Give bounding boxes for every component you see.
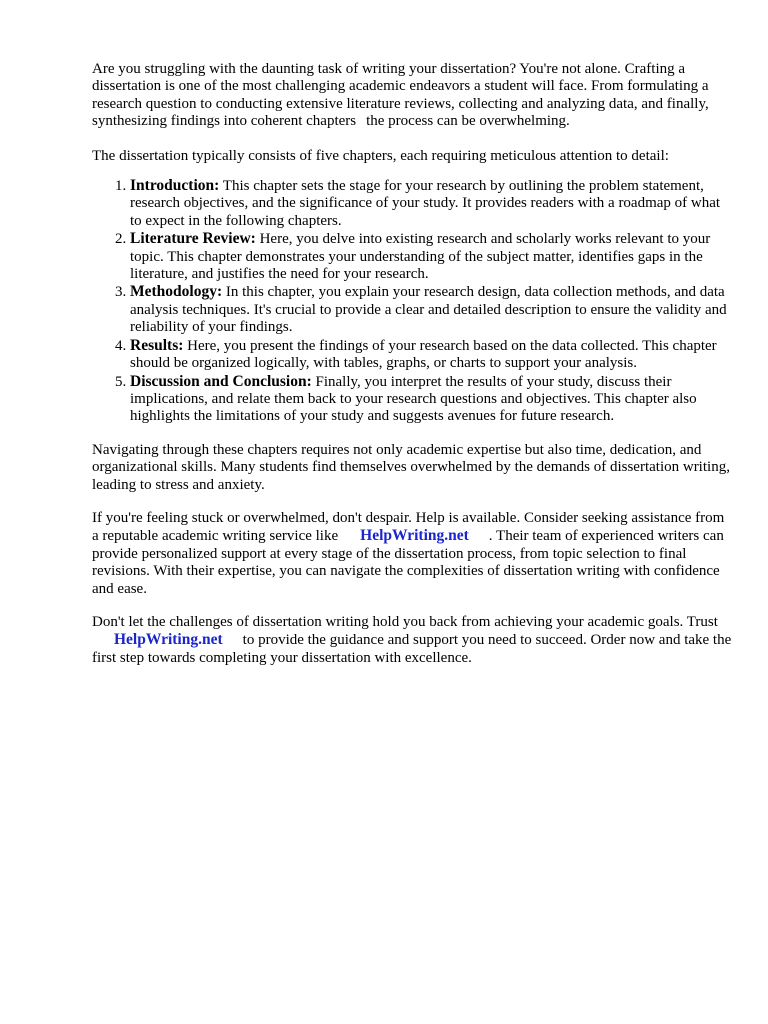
chapter-name: Introduction: [130,177,220,195]
help-text-before: If you're feeling stuck or overwhelmed, don't despair. Help is available. Consider seeking assistance from a reputable academic writing service like [92,509,725,545]
helpwriting-link-closing[interactable]: HelpWriting.net [114,631,223,649]
chapter-description: Here, you present the findings of your research based on the data collected. This chapter should be organized logically, with tables, graphs, or charts to support your analysis. [130,337,717,372]
document-page [92,61,732,683]
navigating-paragraph: Navigating through these chapters requires not only academic expertise but also time, dedication, and organizational skills. Many students find themselves overwhelmed by the demands of dissertation writing, leading to stress and anxiety. [92,441,730,493]
chapter-item-literature-review [130,230,732,283]
chapter-name: Methodology: [130,283,223,301]
chapter-item-results [130,337,732,373]
intro-text: Are you struggling with the daunting task of writing your dissertation? You're not alone. Crafting a dissertation is one of the most challenging academic endeavors a student will face. From formulating a research question to conducting extensive literature reviews, collecting and analyzing data, and finally, synthesizing findings into coherent chapters [92,61,709,130]
chapter-item-discussion-conclusion [130,373,732,426]
chapter-name: Discussion and Conclusion: [130,372,312,390]
help-paragraph [92,510,732,598]
chapter-item-introduction [130,177,732,230]
help-text-after: . Their team of experienced writers can provide personalized support at every stage of the dissertation process, from topic selection to final revisions. With their expertise, you can navigate the complexities of dissertation writing with confidence and ease. [92,528,724,597]
helpwriting-link[interactable]: HelpWriting.net [360,527,469,545]
chapter-name: Results: [130,336,184,354]
closing-paragraph [92,614,732,667]
intro-paragraph [92,61,732,131]
chapter-description: This chapter sets the stage for your research by outlining the problem statement, research objectives, and the significance of your study. It provides readers with a roadmap of what to expect in the following chapters. [130,178,721,229]
chapter-list [92,177,732,426]
chapter-name: Literature Review: [130,230,256,248]
closing-text-after: to provide the guidance and support you need to succeed. Order now and take the first step towards completing your dissertation with excellence. [92,632,732,666]
intro-tail-text: the process can be overwhelming. [366,113,570,130]
chapter-item-methodology [130,283,732,336]
closing-text-before: Don't let the challenges of dissertation writing hold you back from achieving your academic goals. Trust [92,613,718,630]
chapter-description: Finally, you interpret the results of your study, discuss their implications, and relate them back to your research questions and objectives. This chapter also highlights the limitations of your study and suggests avenues for future research. [130,373,697,425]
chapters-lead-paragraph: The dissertation typically consists of five chapters, each requiring meticulous attention to detail: [92,147,669,164]
chapter-description: Here, you delve into existing research and scholarly works relevant to your topic. This chapter demonstrates your understanding of the subject matter, identifies gaps in the literature, and justifies the need for your research. [130,231,711,283]
chapter-description: In this chapter, you explain your research design, data collection methods, and data analysis techniques. It's crucial to provide a clear and detailed description to ensure the validity and reliability of your findings. [130,284,727,336]
